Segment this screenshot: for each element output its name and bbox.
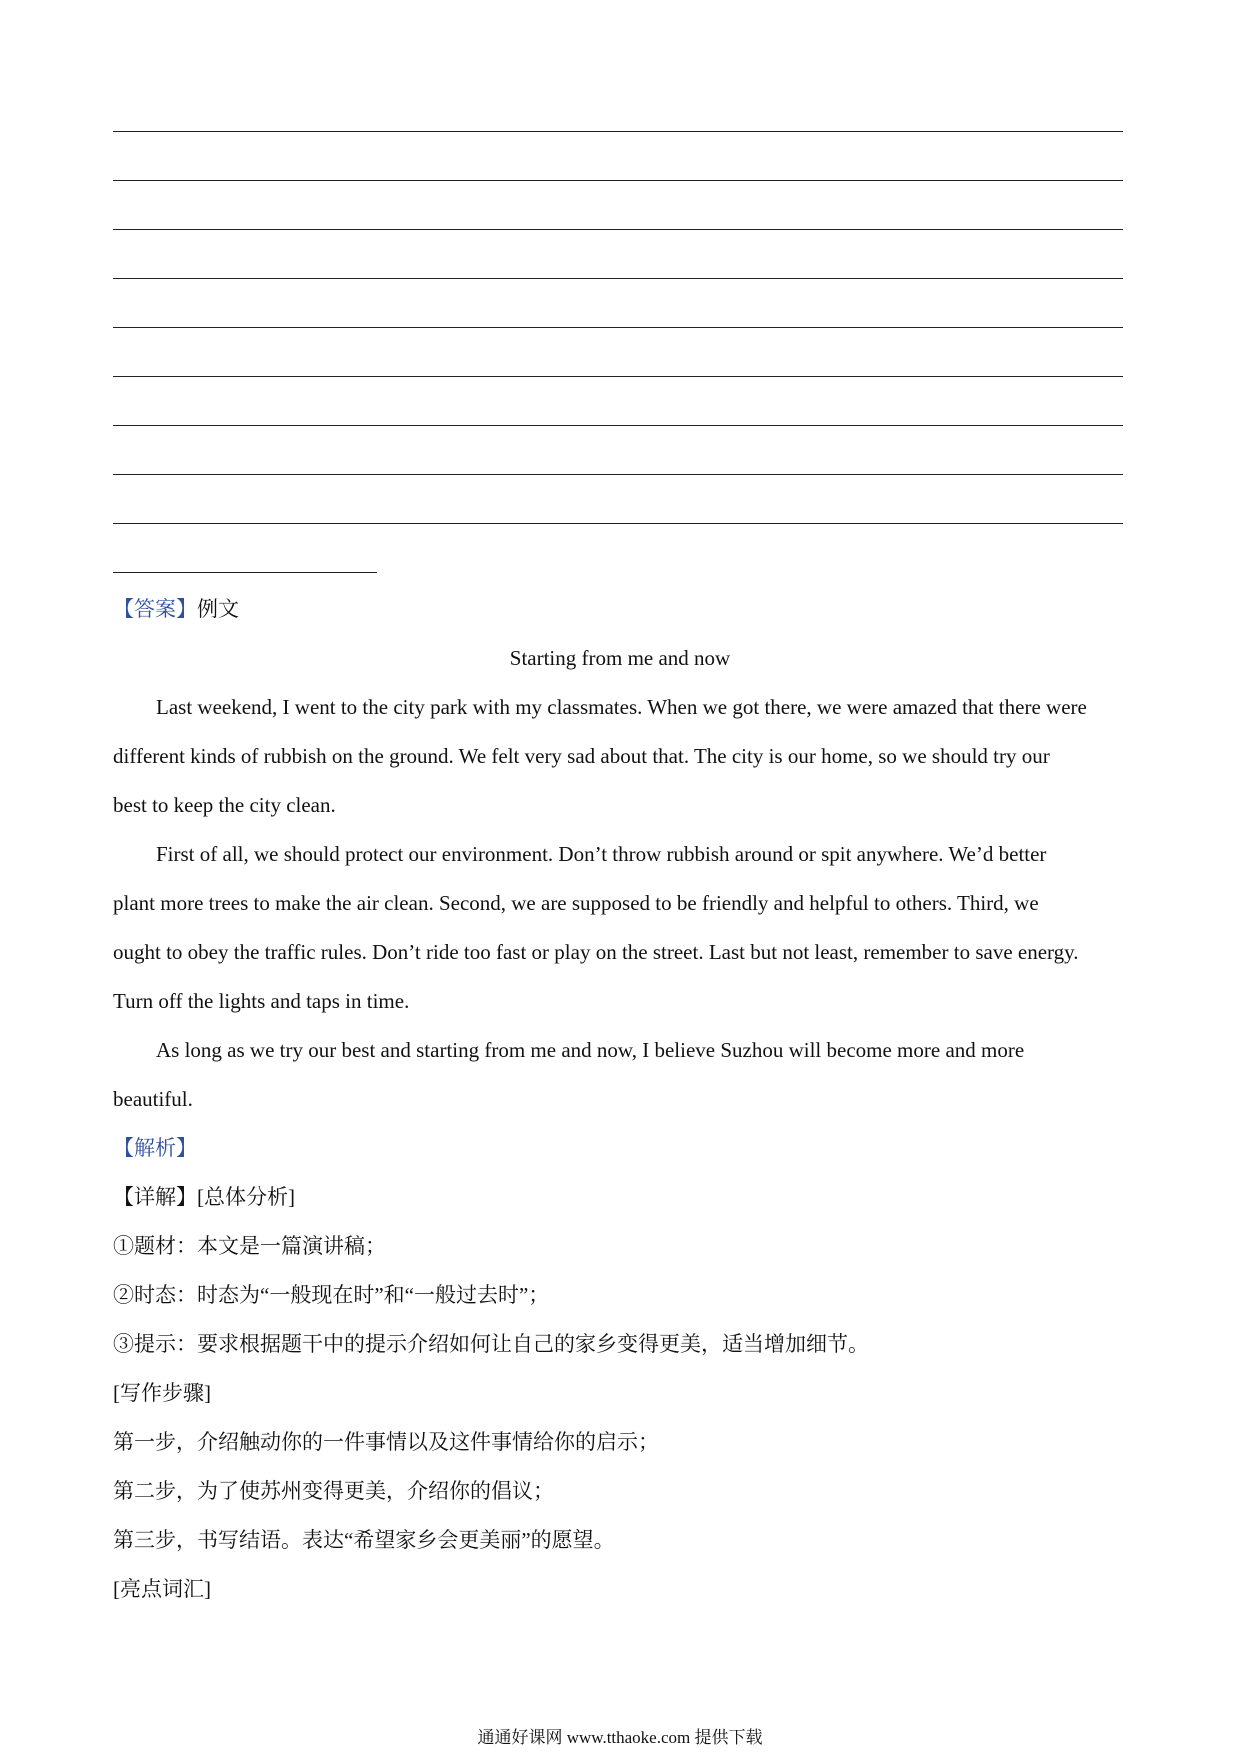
- detail-heading: [总体分析]: [197, 1185, 295, 1209]
- analysis-point: ①题材：本文是一篇演讲稿；: [113, 1234, 386, 1258]
- writing-line: [113, 425, 1123, 426]
- step-item: 第三步，书写结语。表达“希望家乡会更美丽”的愿望。: [113, 1528, 615, 1552]
- essay-line: First of all, we should protect our environment. Don’t throw rubbish around or spit anywhere. We’d better: [156, 842, 1047, 866]
- answer-tag: 例文: [197, 597, 239, 621]
- steps-heading: [写作步骤]: [113, 1381, 211, 1405]
- writing-line: [113, 376, 1123, 377]
- essay-line: beautiful.: [113, 1087, 193, 1111]
- essay-line: Turn off the lights and taps in time.: [113, 989, 410, 1013]
- writing-line: [113, 474, 1123, 475]
- writing-line: [113, 229, 1123, 230]
- essay-title: Starting from me and now: [509, 646, 731, 670]
- essay-line: As long as we try our best and starting from me and now, I believe Suzhou will become more and more: [156, 1038, 1025, 1062]
- essay-line: plant more trees to make the air clean. Second, we are supposed to be friendly and helpful to others. Third, we: [113, 891, 1039, 915]
- detail-heading-line: [113, 1184, 295, 1210]
- answer-heading: [113, 596, 239, 622]
- essay-line: ought to obey the traffic rules. Don’t ride too fast or play on the street. Last but not least, remember to save energy.: [113, 940, 1079, 964]
- essay-line: different kinds of rubbish on the ground. We felt very sad about that. The city is our home, so we should try our: [113, 744, 1050, 768]
- analysis-point: ③提示：要求根据题干中的提示介绍如何让自己的家乡变得更美，适当增加细节。: [113, 1332, 869, 1356]
- page-footer: 通通好课网 www.tthaoke.com 提供下载: [477, 1728, 763, 1747]
- writing-line: [113, 278, 1123, 279]
- step-item: 第一步，介绍触动你的一件事情以及这件事情给你的启示；: [113, 1430, 659, 1454]
- vocab-heading: [亮点词汇]: [113, 1577, 211, 1601]
- analysis-label: 【解析】: [113, 1136, 197, 1160]
- essay-line: best to keep the city clean.: [113, 793, 336, 817]
- step-item: 第二步，为了使苏州变得更美，介绍你的倡议；: [113, 1479, 554, 1503]
- writing-line: [113, 180, 1123, 181]
- essay-line: Last weekend, I went to the city park with my classmates. When we got there, we were amazed that there were: [156, 695, 1087, 719]
- writing-line-short: [113, 572, 377, 573]
- writing-line: [113, 131, 1123, 132]
- analysis-point: ②时态：时态为“一般现在时”和“一般过去时”；: [113, 1283, 550, 1307]
- answer-label: 【答案】: [113, 597, 197, 621]
- writing-line: [113, 523, 1123, 524]
- detail-label: 【详解】: [113, 1185, 197, 1209]
- writing-line: [113, 327, 1123, 328]
